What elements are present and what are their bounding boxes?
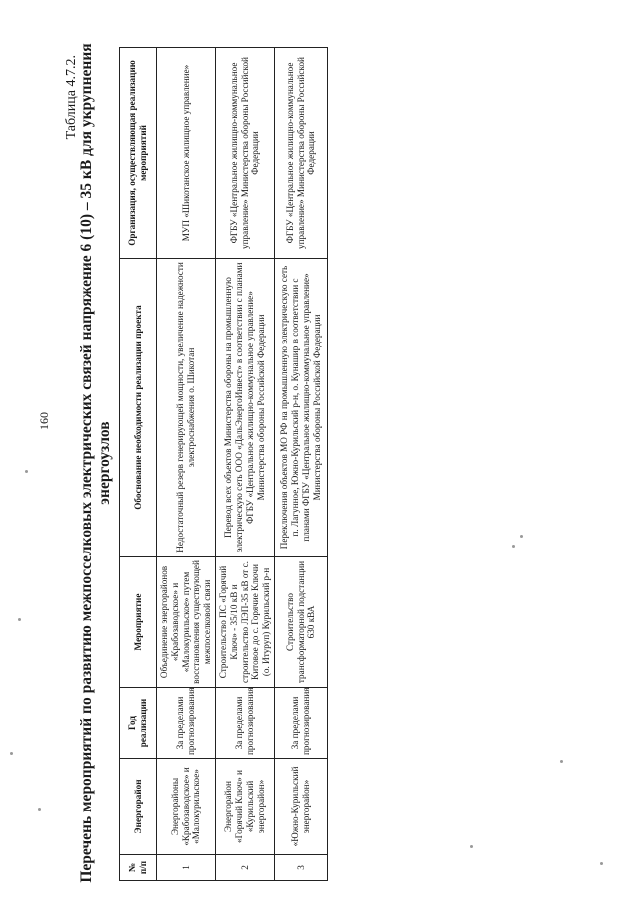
cell-measure: Строительство трансформаторной подстанции 630 кВА <box>274 557 327 688</box>
header-region: Энергорайон <box>120 759 157 855</box>
cell-region: «Южно-Курильский энергорайон» <box>274 759 327 855</box>
cell-year: За пределами прогнозирования <box>157 688 216 759</box>
cell-number: 1 <box>157 855 216 881</box>
scan-speck <box>512 545 515 548</box>
table-number: Таблица 4.7.2. <box>64 55 79 140</box>
scan-speck <box>470 845 473 848</box>
page-number: 160 <box>37 412 51 430</box>
cell-measure: Строительство ПС «Горячий Ключ» - 35/10 кВ и строительство ЛЭП-35 кВ от с. Китовое до с. Горячие Ключи (о. Итуруп) Курильский р-н <box>215 557 274 688</box>
cell-number: 2 <box>215 855 274 881</box>
cell-measure: Объединение энергорайонов «Крабозаводское» и «Малокурильское» путем восстановления существующей межпоселковой связи <box>157 557 216 688</box>
cell-reason: Недостаточный резерв генерирующей мощности, увеличение надежности электроснабжения о. Шикотан <box>157 259 216 557</box>
scan-speck <box>10 752 13 755</box>
cell-year: За пределами прогнозирования <box>274 688 327 759</box>
scan-speck <box>600 862 603 865</box>
cell-reason: Переключения объектов МО РФ на промышленную электрическую сеть п. Лагунное, Южно-Курильский р-н, о. Кунашир в соответствии с планами ФГБУ «Центральное жилищно-коммунальное управление» Министерства обороны Российской Федерации <box>274 259 327 557</box>
header-organization: Организация, осуществляющая реализацию мероприятий <box>120 48 157 259</box>
table-header-row <box>120 48 157 881</box>
header-reason: Обоснование необходимости реализации проекта <box>120 259 157 557</box>
rotated-page-content <box>60 33 580 893</box>
scan-speck <box>560 760 563 763</box>
cell-reason: Перевод всех объектов Министерства обороны на промышленную электрическую сеть ООО «ДальЭнергоИнвест» в соответствии с планами ФГБУ «Центральное жилищно-коммунальное управление» Министерства обороны Российской Федерации <box>215 259 274 557</box>
scan-speck <box>25 470 28 473</box>
cell-organization: МУП «Шикотанское жилищное управление» <box>157 48 216 259</box>
cell-year: За пределами прогнозирования <box>215 688 274 759</box>
header-measure: Мероприятие <box>120 557 157 688</box>
cell-organization: ФГБУ «Центральное жилищно-коммунальное управление» Министерства обороны Российской Федерации <box>215 48 274 259</box>
measures-table <box>119 47 328 881</box>
table-title: Перечень мероприятий по развитию межпосселковых электрических связей напряжение 6 (10) – 35 кВ для укрупнения энергоузлов <box>78 43 113 883</box>
cell-region: Энергорайоны «Крабозаводское» и «Малокурильское» <box>157 759 216 855</box>
scan-speck <box>18 618 21 621</box>
table-row <box>215 48 274 881</box>
table-row <box>274 48 327 881</box>
cell-region: Энергорайон «Горячий Ключ» и «Курильский энергорайон» <box>215 759 274 855</box>
scan-speck <box>38 808 41 811</box>
header-year: Год реализации <box>120 688 157 759</box>
cell-organization: ФГБУ «Центральное жилищно-коммунальное управление» Министерства обороны Российской Федерации <box>274 48 327 259</box>
table-row <box>157 48 216 881</box>
scan-speck <box>520 535 523 538</box>
cell-number: 3 <box>274 855 327 881</box>
header-number: № п/п <box>120 855 157 881</box>
